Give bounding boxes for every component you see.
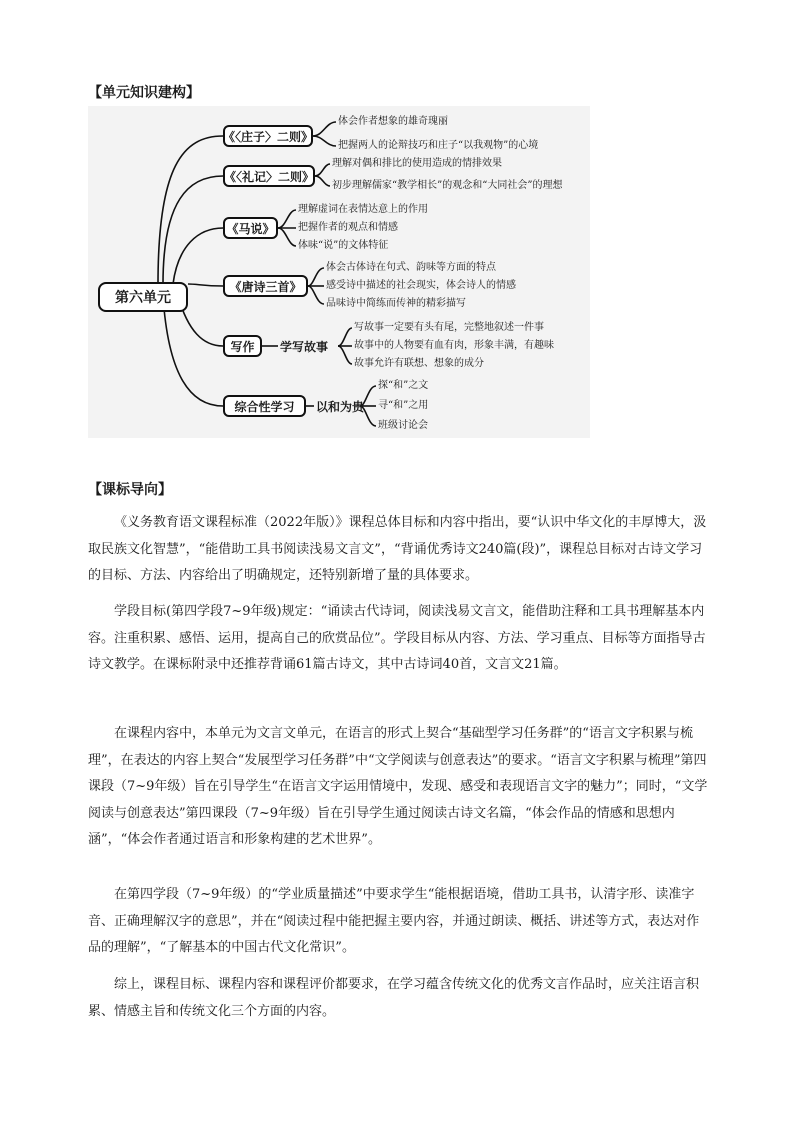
mindmap-leaf: 班级讨论会 xyxy=(378,420,428,431)
mindmap-leaf: 故事中的人物要有血有肉，形象丰满，有趣味 xyxy=(354,340,554,351)
mindmap-root: 第六单元 xyxy=(98,282,188,312)
mindmap-branch-mashuo: 《马说》 xyxy=(223,217,278,239)
mindmap-leaf: 写故事一定要有头有尾，完整地叙述一件事 xyxy=(354,322,544,333)
mindmap-sub-label: 学写故事 xyxy=(280,340,329,354)
mindmap-leaf: 故事允许有联想、想象的成分 xyxy=(354,358,484,369)
section-heading-curriculum: 【课标导向】 xyxy=(88,482,172,498)
paragraph: 《义务教育语文课程标准（2022年版）》课程总体目标和内容中指出，要“认识中华文化的丰厚博大，汲取民族文化智慧”，“能借助工具书阅读浅易文言文”，“背诵优秀诗文240篇(段)”，课程总目标对古诗文学习的目标、方法、内容给出了明确规定，还特别新增了量的具体要求。 xyxy=(88,515,707,583)
mindmap-leaf: 品味诗中简练而传神的精彩描写 xyxy=(326,298,466,309)
mindmap-leaf: 理解对偶和排比的使用造成的情排效果 xyxy=(332,158,502,169)
mindmap-branch-liji: 《〈礼记〉二则》 xyxy=(223,165,315,187)
mindmap-branch-zhuangzi: 《〈庄子〉二则》 xyxy=(223,125,313,147)
mindmap-branch-comprehensive: 综合性学习 xyxy=(223,395,306,417)
mindmap-leaf: 把握作者的观点和情感 xyxy=(298,222,398,233)
mindmap-leaf: 把握两人的论辩技巧和庄子“以我观物”的心境 xyxy=(338,140,539,151)
mindmap-branch-tangshi: 《唐诗三首》 xyxy=(223,275,308,297)
mindmap-leaf: 体会古体诗在句式、韵味等方面的特点 xyxy=(326,262,496,273)
paragraph: 在课程内容中，本单元为文言文单元，在语言的形式上契合“基础型学习任务群”的“语言文字积累与梳理”，在表达的内容上契合“发展型学习任务群”中“文学阅读与创意表达”的要求。“语言文字积累与梳理”第四课段（7~9年级）旨在引导学生“在语言文字运用情境中，发现、感受和表现语言文字的魅力”；同时，“文学阅读与创意表达”第四课段（7~9年级）旨在引导学生通过阅读古诗文名篇，“体会作品的情感和思想内涵”，“体会作者通过语言和形象构建的艺术世界”。 xyxy=(88,726,708,847)
mindmap-leaf: 初步理解儒家“教学相长”的观念和“大同社会”的理想 xyxy=(332,180,563,191)
section-heading-structure: 【单元知识建构】 xyxy=(88,85,200,101)
mindmap-sub-label: 以和为贵 xyxy=(316,400,365,414)
paragraph: 综上，课程目标、课程内容和课程评价都要求，在学习蕴含传统文化的优秀文言作品时，应关注语言积累、情感主旨和传统文化三个方面的内容。 xyxy=(88,977,700,1019)
mindmap-branch-writing: 写作 xyxy=(223,335,262,357)
mindmap-leaf: 体会作者想象的雄奇瑰丽 xyxy=(338,116,448,127)
mindmap-leaf: 感受诗中描述的社会现实，体会诗人的情感 xyxy=(326,280,516,291)
paragraph: 学段目标(第四学段7~9年级)规定：“诵读古代诗词，阅读浅易文言文，能借助注释和工具书理解基本内容。注重积累、感悟、运用，提高自己的欣赏品位”。学段目标从内容、方法、学习重点、目标等方面指导古诗文教学。在课标附录中还推荐背诵61篇古诗文，其中古诗词40首，文言文21篇。 xyxy=(88,604,706,672)
mindmap-leaf: 寻“和”之用 xyxy=(378,400,429,411)
paragraph: 在第四学段（7~9年级）的“学业质量描述”中要求学生“能根据语境，借助工具书，认清字形、读准字音、正确理解汉字的意思”，并在“阅读过程中能把握主要内容，并通过朗读、概括、讲述等方式，表达对作品的理解”，“了解基本的中国古代文化常识”。 xyxy=(88,887,700,955)
mindmap-leaf: 理解虚词在表情达意上的作用 xyxy=(298,204,428,215)
mindmap-leaf: 探“和”之文 xyxy=(378,380,429,391)
mindmap-leaf: 体味“说”的文体特征 xyxy=(298,240,389,251)
mindmap xyxy=(88,106,590,438)
